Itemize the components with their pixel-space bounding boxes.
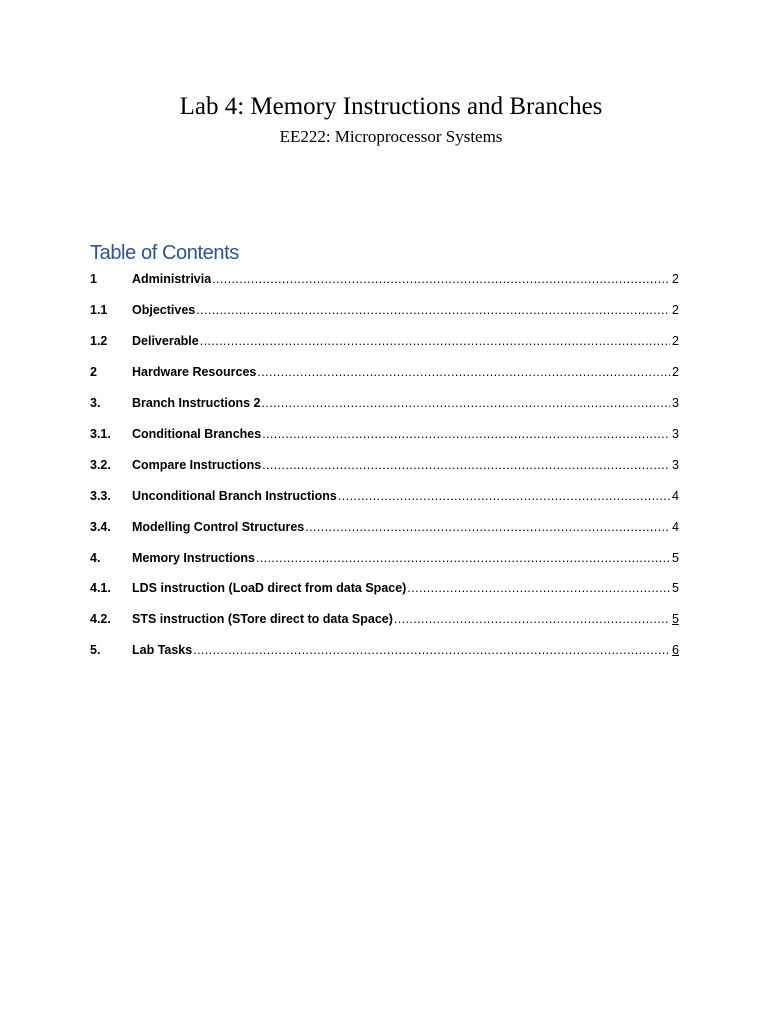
toc-entry-title: Objectives — [132, 303, 196, 317]
toc-entry-page: 3 — [672, 396, 679, 410]
toc-entry-page: 2 — [672, 334, 679, 348]
toc-entry-page: 4 — [672, 489, 679, 503]
toc-entry-number: 1 — [90, 272, 97, 286]
toc-entry-conditional-branches[interactable] — [90, 427, 679, 447]
toc-entry-number: 1.2 — [90, 334, 108, 348]
toc-entry-title: Modelling Control Structures — [132, 520, 305, 534]
toc-entry-page-link[interactable]: 6 — [672, 643, 679, 657]
toc-entry-title: Memory Instructions — [132, 551, 255, 565]
toc-entry-unconditional-branch-instructions[interactable] — [90, 489, 679, 509]
toc-entry-page: 2 — [672, 303, 679, 317]
toc-entry-lds-instruction[interactable] — [90, 581, 679, 601]
toc-entry-title: Hardware Resources — [132, 365, 257, 379]
toc-entry-page: 2 — [672, 272, 679, 286]
toc-entry-number: 1.1 — [90, 303, 108, 317]
toc-dot-leader — [262, 427, 670, 441]
toc-entry-title: Unconditional Branch Instructions — [132, 489, 337, 503]
toc-entry-number: 4. — [90, 551, 101, 565]
toc-entry-deliverable[interactable] — [90, 334, 679, 354]
toc-entry-branch-instructions[interactable] — [90, 396, 679, 416]
toc-entry-title: Lab Tasks — [132, 643, 193, 657]
toc-entry-number: 2 — [90, 365, 97, 379]
toc-dot-leader — [257, 365, 670, 379]
toc-entry-number: 3.2. — [90, 458, 111, 472]
toc-dot-leader — [200, 334, 670, 348]
toc-dot-leader — [338, 489, 670, 503]
document-subtitle: EE222: Microprocessor Systems — [279, 127, 503, 146]
toc-dot-leader — [262, 458, 670, 472]
toc-dot-leader — [394, 612, 670, 626]
toc-entry-title: LDS instruction (LoaD direct from data Space) — [132, 581, 407, 595]
toc-entry-modelling-control-structures[interactable] — [90, 520, 679, 540]
toc-entry-title: Administrivia — [132, 272, 212, 286]
toc-entry-page: 2 — [672, 365, 679, 379]
toc-entry-page: 3 — [672, 458, 679, 472]
toc-entry-title: Branch Instructions 2 — [132, 396, 261, 410]
toc-entry-page: 5 — [672, 581, 679, 595]
toc-dot-leader — [196, 303, 670, 317]
toc-entry-hardware-resources[interactable] — [90, 365, 679, 385]
toc-dot-leader — [212, 272, 670, 286]
toc-entry-page: 5 — [672, 551, 679, 565]
toc-dot-leader — [305, 520, 670, 534]
toc-entry-title: Compare Instructions — [132, 458, 262, 472]
toc-entry-objectives[interactable] — [90, 303, 679, 323]
toc-dot-leader — [193, 643, 670, 657]
toc-dot-leader — [407, 581, 670, 595]
toc-entry-number: 5. — [90, 643, 101, 657]
toc-entry-title: Deliverable — [132, 334, 199, 348]
toc-entry-title: Conditional Branches — [132, 427, 262, 441]
toc-entry-page: 4 — [672, 520, 679, 534]
toc-heading: Table of Contents — [90, 242, 239, 264]
toc-entry-lab-tasks[interactable] — [90, 643, 679, 663]
toc-entry-memory-instructions[interactable] — [90, 551, 679, 571]
toc-entry-administrivia[interactable] — [90, 272, 679, 292]
toc-entry-page: 3 — [672, 427, 679, 441]
toc-entry-title: STS instruction (STore direct to data Space) — [132, 612, 393, 626]
document-title: Lab 4: Memory Instructions and Branches — [179, 93, 603, 120]
toc-entry-compare-instructions[interactable] — [90, 458, 679, 478]
toc-entry-page-link[interactable]: 5 — [672, 612, 679, 626]
toc-dot-leader — [262, 396, 671, 410]
toc-entry-number: 3. — [90, 396, 101, 410]
toc-entry-sts-instruction[interactable] — [90, 612, 679, 632]
toc-entry-number: 3.4. — [90, 520, 111, 534]
toc-entry-number: 4.1. — [90, 581, 111, 595]
toc-dot-leader — [256, 551, 670, 565]
toc-entry-number: 4.2. — [90, 612, 111, 626]
toc-entry-number: 3.1. — [90, 427, 111, 441]
toc-entry-number: 3.3. — [90, 489, 111, 503]
